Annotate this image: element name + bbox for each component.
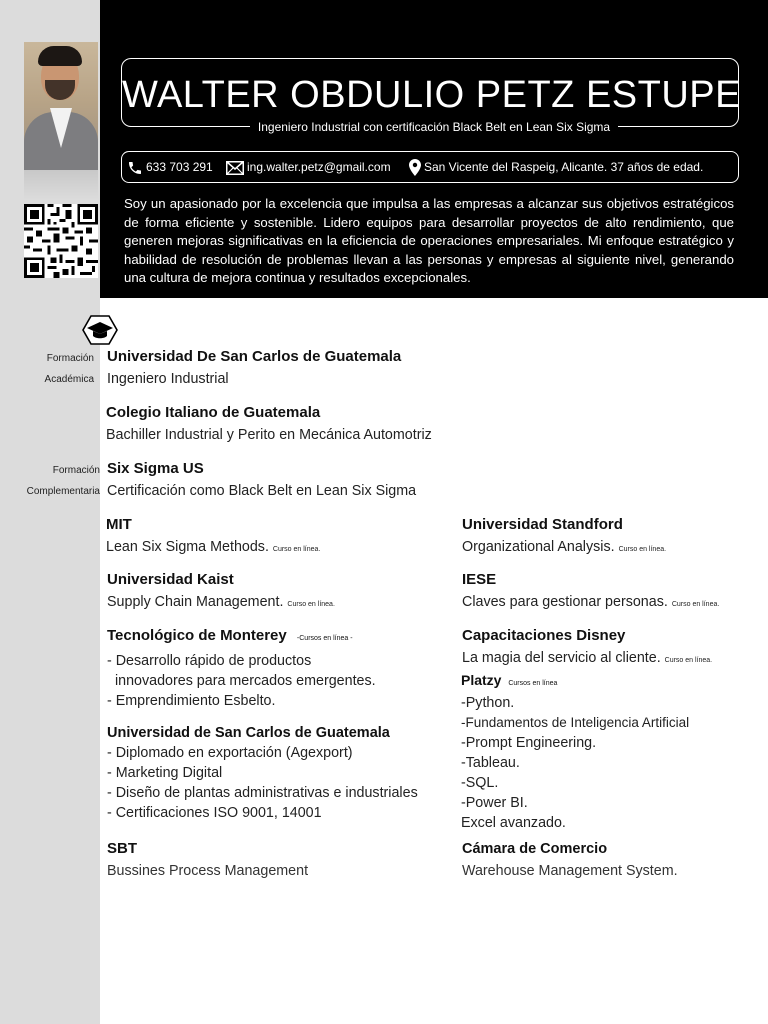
edu-desc: Ingeniero Industrial bbox=[107, 371, 229, 387]
course-stanford bbox=[462, 516, 666, 560]
list-item: -Power BI. bbox=[461, 795, 528, 811]
course-disney bbox=[462, 627, 712, 671]
course-title: Platzy Cursos en línea bbox=[461, 672, 558, 688]
course-platzy bbox=[461, 671, 689, 833]
course-title: Universidad de San Carlos de Guatemala bbox=[107, 725, 390, 741]
label-academic: Formación Académica bbox=[44, 353, 94, 385]
qr-code bbox=[24, 204, 98, 278]
course-desc: Bussines Process Management bbox=[107, 863, 309, 879]
course-desc: Organizational Analysis. Curso en línea. bbox=[462, 539, 667, 555]
course-title: Cámara de Comercio bbox=[462, 841, 608, 857]
course-title: Universidad Kaist bbox=[107, 571, 234, 588]
course-desc: Lean Six Sigma Methods. Curso en línea. bbox=[106, 539, 321, 555]
course-desc: Claves para gestionar personas. Curso en línea. bbox=[462, 594, 720, 610]
list-item: - Marketing Digital bbox=[107, 765, 223, 781]
contact-bar bbox=[121, 151, 739, 183]
list-item: -Fundamentos de Inteligencia Artificial bbox=[461, 715, 690, 730]
phone-icon bbox=[127, 160, 143, 176]
course-tec bbox=[107, 627, 376, 711]
list-item: - Diseño de plantas administrativas e industriales bbox=[107, 785, 418, 801]
course-list bbox=[461, 693, 689, 833]
profile-photo bbox=[24, 42, 98, 170]
course-desc: La magia del servicio al cliente. Curso en línea. bbox=[462, 650, 713, 666]
subtitle: Ingeniero Industrial con certificación Black Belt en Lean Six Sigma bbox=[100, 120, 768, 134]
course-usac2 bbox=[107, 724, 418, 823]
course-title: IESE bbox=[462, 571, 497, 588]
label-complementary: Formación Complementaria bbox=[26, 465, 100, 497]
edu-desc: Certificación como Black Belt en Lean Six Sigma bbox=[107, 483, 417, 499]
edu-italiano bbox=[106, 404, 432, 445]
edu-title: Universidad De San Carlos de Guatemala bbox=[107, 348, 402, 365]
list-item: innovadores para mercados emergentes. bbox=[107, 673, 376, 689]
location: San Vicente del Raspeig, Alicante. 37 años de edad. bbox=[409, 152, 703, 182]
graduation-cap-icon bbox=[82, 314, 118, 346]
envelope-icon bbox=[226, 161, 244, 175]
edu-sixsigma bbox=[107, 460, 416, 501]
list-item: - Desarrollo rápido de productos bbox=[107, 653, 312, 669]
location-pin-icon bbox=[409, 159, 421, 176]
course-title: SBT bbox=[107, 840, 137, 857]
course-sbt bbox=[107, 840, 308, 881]
list-item: - Emprendimiento Esbelto. bbox=[107, 693, 276, 709]
list-item: -Python. bbox=[461, 695, 515, 711]
course-list bbox=[107, 651, 376, 711]
edu-desc: Bachiller Industrial y Perito en Mecánica Automotriz bbox=[106, 427, 432, 443]
list-item: - Diplomado en exportación (Agexport) bbox=[107, 745, 353, 761]
course-iese bbox=[462, 571, 719, 615]
list-item: - Certificaciones ISO 9001, 14001 bbox=[107, 805, 322, 821]
course-list bbox=[107, 743, 418, 823]
profile-summary: Soy un apasionado por la excelencia que impulsa a las empresas a alcanzar sus objetivos estratégicos de forma eficiente y sostenible. Lidero equipos para desarrollar proyectos de alto rendimiento, que generen mejoras significativas en la eficiencia de operaciones empresariales. Mi enfoque estratégico y habilidad de resolución de problemas llevan a las personas y empresas al siguiente nivel, generando una cultura de mejora continua y resultados excepcionales. bbox=[124, 196, 734, 285]
edu-usac bbox=[107, 348, 401, 389]
course-kaist bbox=[107, 571, 335, 615]
edu-title: Six Sigma US bbox=[107, 460, 204, 477]
course-title: Universidad Standford bbox=[462, 516, 623, 533]
email[interactable]: ing.walter.petz@gmail.com bbox=[226, 152, 391, 182]
list-item: Excel avanzado. bbox=[461, 815, 566, 831]
list-item: -Tableau. bbox=[461, 755, 520, 771]
phone[interactable]: 633 703 291 bbox=[127, 152, 213, 182]
course-title: MIT bbox=[106, 516, 132, 533]
course-desc: Warehouse Management System. bbox=[462, 863, 678, 879]
course-desc: Supply Chain Management. Curso en línea. bbox=[107, 594, 335, 610]
list-item: -Prompt Engineering. bbox=[461, 735, 597, 751]
photo-reflection bbox=[24, 170, 98, 200]
course-camara bbox=[462, 840, 678, 881]
course-mit bbox=[106, 516, 320, 560]
full-name: WALTER OBDULIO PETZ ESTUPE bbox=[122, 74, 741, 116]
course-title: Tecnológico de Monterey -Cursos en línea - bbox=[107, 627, 353, 644]
course-title: Capacitaciones Disney bbox=[462, 627, 626, 644]
name-box bbox=[121, 58, 739, 127]
edu-title: Colegio Italiano de Guatemala bbox=[106, 404, 321, 421]
list-item: -SQL. bbox=[461, 775, 499, 791]
header bbox=[100, 0, 768, 298]
